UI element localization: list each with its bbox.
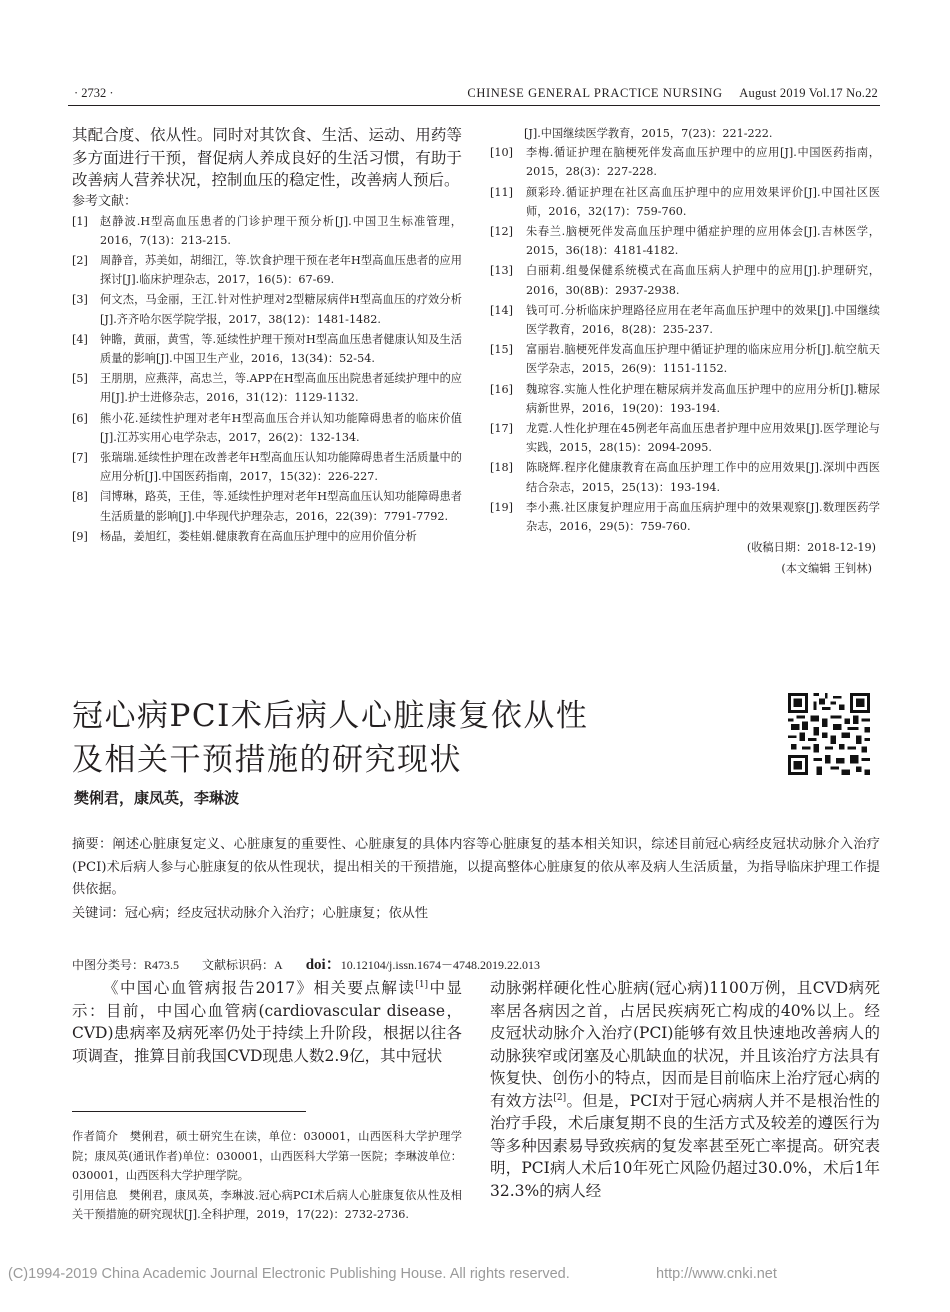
- header-rule: [68, 105, 880, 106]
- reference-item: [490, 340, 880, 378]
- clc-number: 中图分类号：R473.5: [72, 958, 180, 972]
- reference-item: [72, 212, 462, 250]
- article-title: [72, 694, 588, 782]
- reference-text: 朱春兰.脑梗死伴发高血压护理中循症护理的应用体会[J].吉林医学，2015，36(18)：4181-4182.: [526, 225, 880, 258]
- reference-item: [490, 301, 880, 339]
- reference-text: 李梅.循证护理在脑梗死伴发高血压护理中的应用[J].中国医药指南，2015，28(3)：227-228.: [526, 146, 880, 179]
- reference-text: 张瑞瑞.延续性护理在改善老年H型高血压认知功能障碍患者生活质量中的应用分析[J].中国医药指南，2017，15(32)：226-227.: [100, 450, 462, 484]
- reference-item: [490, 419, 880, 457]
- reference-number: [1]: [72, 214, 88, 228]
- footnotes: [72, 1127, 462, 1225]
- reference-item: [490, 380, 880, 418]
- citation-1[interactable]: [1]: [415, 979, 429, 990]
- doi-label: doi：: [305, 957, 341, 973]
- intro-text-b: 中显示：目前，中国心血管病(cardiovascular disease，CVD)患病率及病死率仍处于持续上升阶段，根据以往各项调查，推算目前我国CVD现患人数2.9亿，其中冠状: [72, 979, 462, 1065]
- article-body-right: [490, 977, 880, 1202]
- copyright-footer: [8, 1266, 777, 1282]
- article-title-line-2: 及相关干预措施的研究现状: [72, 742, 462, 778]
- reference-text: 钟瞻，黄丽，黄雪，等.延续性护理干预对H型高血压患者健康认知及生活质量的影响[J].中国卫生产业，2016，13(34)：52-54.: [100, 332, 462, 365]
- reference-number: [7]: [72, 450, 88, 464]
- reference-number: [11]: [490, 185, 513, 199]
- reference-number: [8]: [72, 490, 88, 504]
- reference-number: [10]: [490, 146, 513, 160]
- reference-text: 颜彩玲.循证护理在社区高血压护理中的应用效果评价[J].中国社区医师，2016，32(17)：759-760.: [526, 185, 880, 218]
- reference-number: [13]: [490, 264, 513, 278]
- reference-text: 何文杰，马金丽，王江.针对性护理对2型糖尿病伴H型高血压的疗效分析[J].齐齐哈尔医学院学报，2017，38(12)：1481-1482.: [100, 293, 462, 326]
- reference-text: 龙霓.人性化护理在45例老年高血压患者护理中应用效果[J].医学理论与实践，2015，28(15)：2094-2095.: [526, 422, 880, 455]
- reference-text: 王朋朋，应燕萍，高忠兰，等.APP在H型高血压出院患者延续护理中的应用[J].护士进修杂志，2016，31(12)：1129-1132.: [100, 372, 462, 405]
- reference-number: [2]: [72, 253, 88, 267]
- reference-number: [15]: [490, 343, 513, 357]
- reference-number: [5]: [72, 372, 88, 386]
- reference-item: [72, 448, 462, 486]
- journal-name: CHINESE GENERAL PRACTICE NURSING: [467, 86, 723, 100]
- reference-text: 钱可可.分析临床护理路径应用在老年高血压护理中的效果[J].中国继续医学教育，2016，8(28)：235-237.: [526, 303, 880, 337]
- reference-number: [18]: [490, 461, 513, 475]
- citation-footnote: 引用信息 樊俐君，康凤英，李琳波.冠心病PCI术后病人心脏康复依从性及相关干预措施的研究现状[J].全科护理，2019，17(22)：2732-2736.: [72, 1188, 462, 1221]
- reference-item: [72, 409, 462, 447]
- reference-item: [72, 330, 462, 368]
- reference-text: 闫博琳，路英，王佳，等.延续性护理对老年H型高血压认知功能障碍患者生活质量的影响[J].中华现代护理杂志，2016，22(39)：7791-7792.: [100, 490, 462, 523]
- reference-item: [490, 458, 880, 496]
- article-abstract: 摘要：阐述心脏康复定义、心脏康复的重要性、心脏康复的具体内容等心脏康复的基本相关知识，综述目前冠心病经皮冠状动脉介入治疗(PCI)术后病人参与心脏康复的依从性现状，提出相关的干预措施，以提高整体心脏康复的依从率及病人生活质量，为指导临床护理工作提供依据。: [72, 837, 880, 897]
- article-authors: 樊俐君，康凤英，李琳波: [74, 789, 240, 807]
- journal-header: [467, 86, 878, 101]
- reference-item: [72, 290, 462, 328]
- reference-number: [12]: [490, 225, 513, 239]
- reference-number: [3]: [72, 293, 88, 307]
- footnote-rule: [72, 1111, 306, 1112]
- reference-text: 魏琼容.实施人性化护理在糖尿病并发高血压护理中的应用分析[J].糖尿病新世界，2016，19(20)：193-194.: [526, 382, 880, 415]
- reference-text: 李小燕.社区康复护理应用于高血压病护理中的效果观察[J].数理医药学杂志，2016，29(5)：759-760.: [526, 500, 880, 534]
- article-body-paragraph: [490, 977, 880, 1202]
- reference-item: [72, 251, 462, 289]
- reference-text: 陈晓辉.程序化健康教育在高血压护理工作中的应用效果[J].深圳中西医结合杂志，2015，25(13)：193-194.: [526, 461, 880, 494]
- reference-item: [490, 498, 880, 536]
- references-right: [490, 143, 880, 536]
- article-title-line-1: 冠心病PCI术后病人心脏康复依从性: [72, 698, 589, 734]
- journal-issue: August 2019 Vol.17 No.22: [739, 86, 878, 100]
- qr-code-icon[interactable]: [788, 693, 870, 775]
- reference-number: [9]: [72, 529, 88, 543]
- page-number: · 2732 ·: [74, 86, 114, 100]
- reference-number: [6]: [72, 411, 88, 425]
- reference-number: [16]: [490, 382, 513, 396]
- prev-article-body: 其配合度、依从性。同时对其饮食、生活、运动、用药等多方面进行干预，督促病人养成良好的生活习惯，有助于改善病人营养状况，控制血压的稳定性，改善病人预后。: [72, 126, 462, 189]
- received-date: (收稿日期：2018-12-19): [746, 541, 876, 555]
- reference-text: 杨晶，姜旭红，娄桂娟.健康教育在高血压护理中的应用价值分析: [100, 529, 417, 543]
- article-intro-paragraph: [72, 977, 462, 1067]
- intro-text-a: 《中国心血管病报告2017》相关要点解读: [103, 979, 416, 997]
- body-text-a: 动脉粥样硬化性心脏病(冠心病)1100万例，且CVD病死率居各病因之首，占居民疾病死亡构成的40%以上。经皮冠状动脉介入治疗(PCI)能够有效且快速地改善病人的动脉狭窄或闭塞及心肌缺血的状况，并且该治疗方法具有恢复快、创伤小的特点，因而是目前临床上治疗冠心病的有效方法: [490, 979, 880, 1110]
- reference-item: [490, 143, 880, 181]
- reference-number: [4]: [72, 332, 88, 346]
- reference-text: 周静音，苏美如，胡细江，等.饮食护理干预在老年H型高血压患者的应用探讨[J].临床护理杂志，2017，16(5)：67-69.: [100, 253, 462, 287]
- reference-item: [72, 527, 462, 546]
- article-keywords: 关键词：冠心病；经皮冠状动脉介入治疗；心脏康复；依从性: [72, 906, 429, 921]
- editor-note: (本文编辑 王钊林): [781, 562, 872, 576]
- references-left: [72, 212, 462, 546]
- reference-item: [490, 183, 880, 221]
- reference-number: [19]: [490, 500, 513, 514]
- prev-article-right-column: [490, 124, 880, 578]
- reference-item: [72, 369, 462, 407]
- reference-text: 白丽莉.组曼保健系统模式在高血压病人护理中的应用[J].护理研究，2016，30(8B)：2937-2938.: [526, 264, 880, 297]
- reference-item: [490, 261, 880, 299]
- reference-text: 熊小花.延续性护理对老年H型高血压合并认知功能障碍患者的临床价值[J].江苏实用心电学杂志，2017，26(2)：132-134.: [100, 411, 462, 444]
- author-footnote: 作者简介 樊俐君，硕士研究生在读，单位：030001，山西医科大学护理学院；康凤英(通讯作者)单位：030001，山西医科大学第一医院；李琳波单位：030001，山西医科大学护理学院。: [72, 1130, 462, 1182]
- reference-text: 富丽岩.脑梗死伴发高血压护理中循证护理的临床应用分析[J].航空航天医学杂志，2015，26(9)：1151-1152.: [526, 343, 880, 376]
- reference-9-continued: [J].中国继续医学教育，2015，7(23)：221-222.: [524, 127, 773, 140]
- classification-line: [72, 955, 540, 975]
- article-body-left: [72, 977, 462, 1067]
- reference-item: [490, 222, 880, 260]
- copyright-text: (C)1994-2019 China Academic Journal Electronic Publishing House. All rights reserved.: [8, 1266, 570, 1282]
- reference-number: [14]: [490, 303, 513, 317]
- document-code: 文献标识码：A: [202, 958, 283, 972]
- reference-item: [72, 487, 462, 525]
- body-text-b: 。但是，PCI对于冠心病病人并不是根治性的治疗手段，术后康复期不良的生活方式及较差的遵医行为等多种因素易导致疾病的复发率甚至死亡率提高。研究表明，PCI病人术后10年死亡风险仍超过30.0%，术后1年32.3%的病人经: [490, 1091, 880, 1200]
- doi-value[interactable]: 10.12104/j.issn.1674－4748.2019.22.013: [340, 958, 541, 972]
- reference-text: 赵静波.H型高血压患者的门诊护理干预分析[J].中国卫生标准管理，2016，7(13)：213-215.: [100, 214, 462, 247]
- references-title: 参考文献：: [72, 193, 138, 209]
- citation-2[interactable]: [2]: [553, 1092, 567, 1103]
- prev-article-left-column: [72, 124, 462, 547]
- cnki-link[interactable]: http://www.cnki.net: [656, 1266, 777, 1282]
- reference-number: [17]: [490, 422, 513, 436]
